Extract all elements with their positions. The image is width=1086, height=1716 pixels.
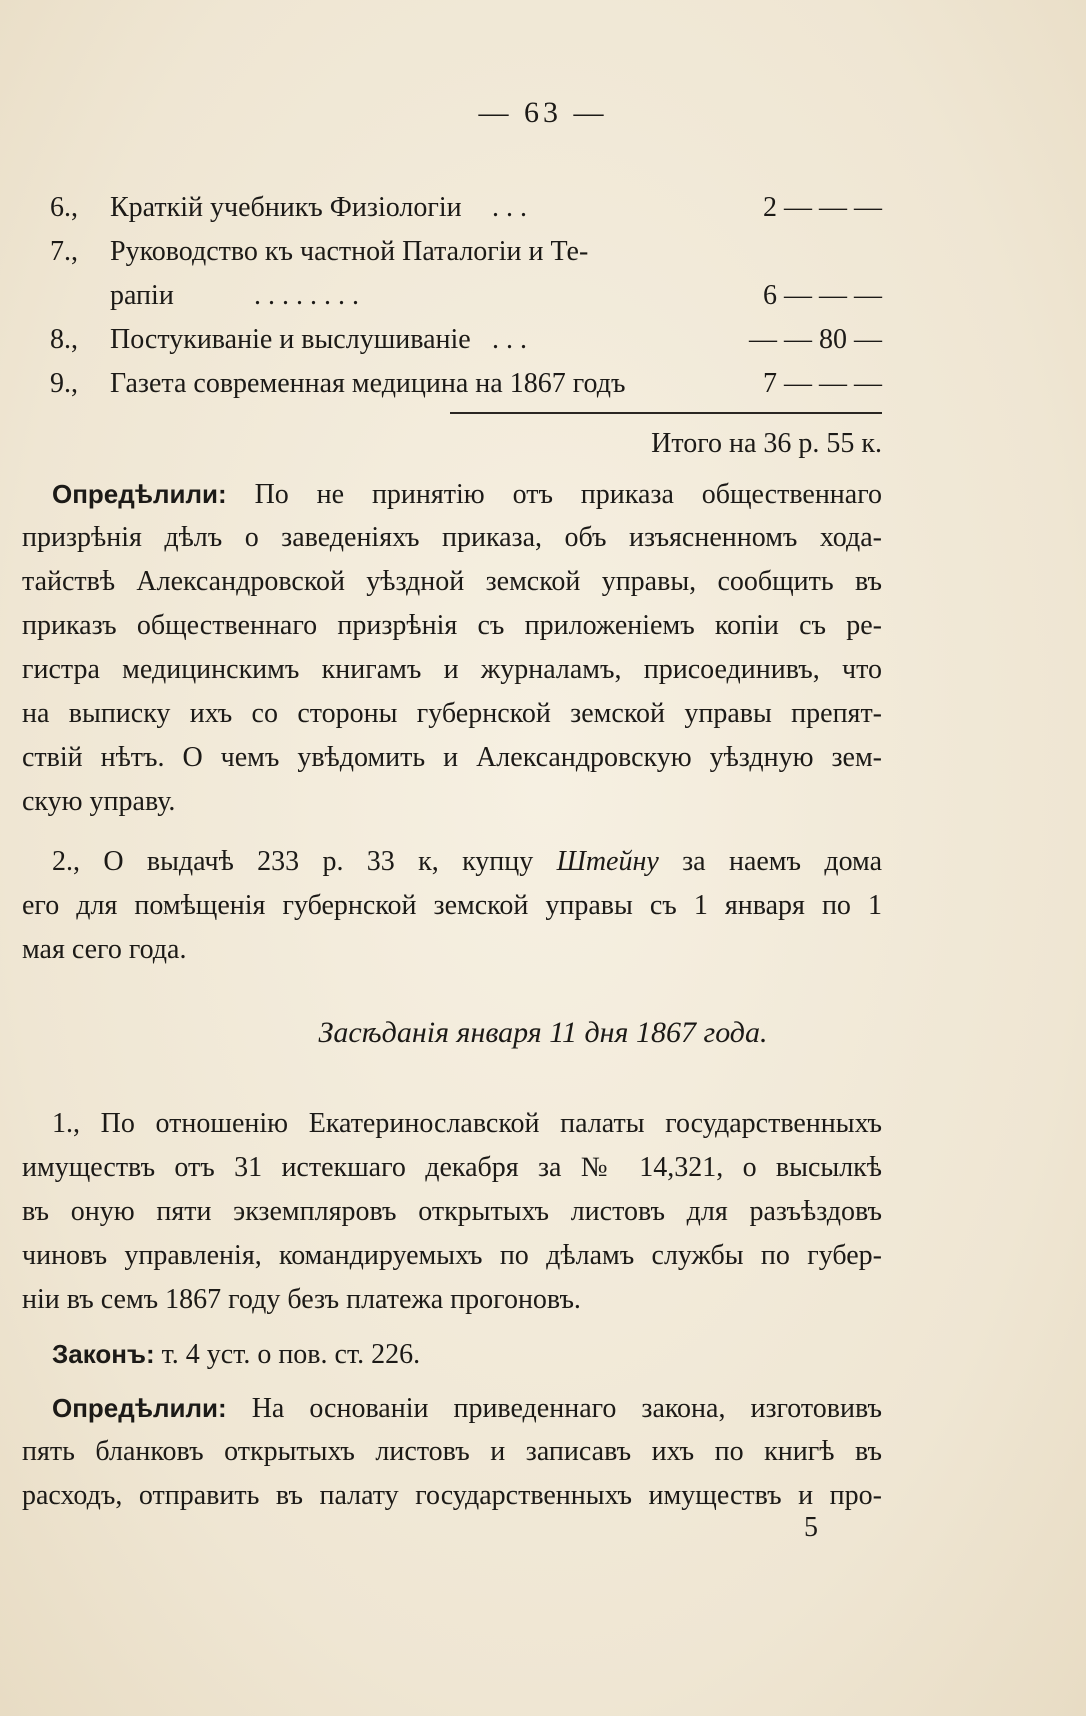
- item-price: — — 80 —: [749, 324, 882, 355]
- resolution-label: Опредѣлили:: [52, 1393, 227, 1423]
- session-heading: Засѣданія января 11 дня 1867 года.: [318, 1016, 768, 1049]
- paragraph-line: тайствѣ Александровской уѣздной земской управы, сообщить въ: [22, 566, 882, 597]
- paragraph-line: имуществъ отъ 31 истекшаго декабря за № 14,321, о высылкѣ: [22, 1152, 882, 1183]
- resolution-label: Опредѣлили:: [52, 479, 227, 509]
- merchant-name: Штейну: [556, 846, 659, 877]
- resolution-text: На основаніи приведеннаго закона, изготовивъ: [251, 1393, 882, 1424]
- paragraph-line: расходъ, отправить въ палату государственныхъ имуществъ и про-: [22, 1480, 882, 1511]
- item-title: Постукиваніе и выслушиваніе: [110, 324, 471, 355]
- item-title: Газета современная медицина на 1867 годъ: [110, 368, 626, 399]
- paragraph-line: пять бланковъ открытыхъ листовъ и записавъ ихъ по книгѣ въ: [22, 1436, 882, 1467]
- total-amount: Итого на 36 р. 55 к.: [651, 428, 882, 459]
- list-item: [22, 364, 882, 404]
- item2-text-end: за наемъ дома: [682, 846, 883, 877]
- paragraph-line: гистра медицинскимъ книгамъ и журналамъ, присоединивъ, что: [22, 654, 882, 685]
- resolution-text: По не принятію отъ приказа общественнаго: [254, 479, 882, 510]
- paragraph-line: на выписку ихъ со стороны губернской земской управы препят-: [22, 698, 882, 729]
- item2-text-start: 2., О выдачѣ 233 р. 33 к, купцу: [52, 846, 534, 877]
- paragraph-line: ніи въ семъ 1867 году безъ платежа прогоновъ.: [22, 1284, 581, 1315]
- item-price: 7 — — —: [763, 368, 882, 399]
- leader-dots: . . .: [492, 324, 527, 355]
- list-item: [22, 188, 882, 228]
- total-line: [22, 424, 882, 464]
- paragraph-line: его для помѣщенія губернской земской управы съ 1 января по 1: [22, 890, 882, 921]
- list-item: [22, 320, 882, 360]
- item-number: 6.,: [50, 192, 78, 223]
- paragraph-line: приказъ общественнаго призрѣнія съ приложеніемъ копіи съ ре-: [22, 610, 882, 641]
- item-number: 7.,: [50, 236, 78, 267]
- paragraph-line: мая сего года.: [22, 934, 187, 965]
- item-number: 9.,: [50, 368, 78, 399]
- total-rule: [450, 412, 882, 414]
- paragraph-line: ствій нѣтъ. О чемъ увѣдомить и Александровскую уѣздную зем-: [22, 742, 882, 773]
- paragraph-line: 1., По отношенію Екатеринославской палаты государственныхъ: [52, 1108, 882, 1139]
- paragraph-line: въ оную пяти экземпляровъ открытыхъ листовъ для разъѣздовъ: [22, 1196, 882, 1227]
- list-item: [22, 232, 882, 272]
- paragraph-line: призрѣнія дѣлъ о заведеніяхъ приказа, объ изъясненномъ хода-: [22, 522, 882, 553]
- leader-dots: . . .: [492, 192, 527, 223]
- law-text: т. 4 уст. о пов. ст. 226.: [161, 1339, 421, 1370]
- paragraph-line: [52, 842, 882, 882]
- paragraph-line: [52, 1388, 882, 1428]
- signature-mark: 5: [804, 1512, 818, 1543]
- item-title: рапіи: [110, 280, 174, 311]
- law-label: Законъ:: [52, 1339, 155, 1369]
- item-title: Руководство къ частной Паталогіи и Те-: [110, 236, 589, 267]
- paragraph-line: чиновъ управленія, командируемыхъ по дѣламъ службы по губер-: [22, 1240, 882, 1271]
- item-number: 8.,: [50, 324, 78, 355]
- list-item: [22, 276, 882, 316]
- item-title: Краткій учебникъ Физіологіи: [110, 192, 462, 223]
- item-price: 6 — — —: [763, 280, 882, 311]
- leader-dots: . . . . . . . .: [254, 280, 359, 311]
- page-number: — 63 —: [478, 96, 608, 129]
- paragraph-line: [52, 474, 882, 514]
- item-price: 2 — — —: [763, 192, 882, 223]
- paragraph-line: скую управу.: [22, 786, 176, 817]
- law-line: [52, 1334, 882, 1374]
